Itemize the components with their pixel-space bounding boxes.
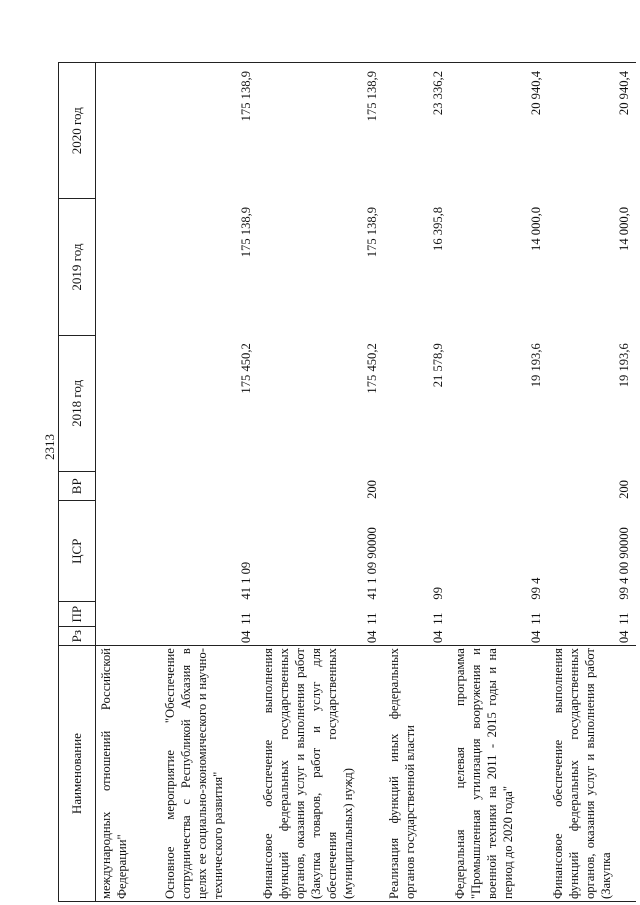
row-2020: 20 940,4 (548, 63, 636, 199)
row-csr: 99 4 00 90000 (616, 527, 631, 600)
row-pr: 11 (238, 612, 253, 625)
row-2019: 14 000,0 (528, 206, 543, 251)
row-csr: 41 1 09 (238, 561, 253, 600)
row-rz: 04 (430, 630, 445, 644)
row-rz (96, 627, 160, 646)
row-pr: 11 (616, 612, 631, 625)
row-2019: 175 138,9 (364, 206, 379, 258)
row-csr: 41 1 09 90000 (364, 527, 379, 600)
table-row (384, 63, 450, 902)
row-2020: 20 940,4 (450, 63, 548, 199)
row-pr: 11 (430, 612, 445, 625)
row-2020: 175 138,9 (160, 63, 258, 199)
row-pr (96, 602, 160, 627)
budget-table (58, 62, 636, 902)
row-2019: 175 138,9 (238, 206, 253, 258)
row-2019: 14 000,0 (616, 206, 631, 251)
table-row (258, 63, 384, 902)
table-header (59, 63, 96, 902)
row-2018: 21 578,9 (430, 343, 445, 388)
row-vr (160, 472, 258, 501)
row-vr: 200 (616, 480, 631, 499)
row-name: Финансовое обеспечение выполнения функций федеральных государственных органов, оказания услуг и выполнения работ (Закупка товаров, работ и услуг для обеспечения государственных (муниципальных) нужд) (258, 646, 384, 902)
table-row (96, 63, 160, 902)
row-2019 (96, 199, 160, 335)
row-csr: 99 4 (528, 577, 543, 600)
header-vr: ВР (59, 472, 96, 501)
row-name: международных отношений Российской Федерации" (96, 646, 160, 902)
row-rz: 04 (528, 630, 543, 644)
row-rz: 04 (238, 630, 253, 644)
row-2018 (96, 335, 160, 471)
table-row (160, 63, 258, 902)
table-row (548, 63, 636, 902)
row-vr (96, 472, 160, 501)
row-name: Федеральная целевая программа "Промышленная утилизация вооружения и военной техники на 2011 - 2015 годы и на период до 2020 года" (450, 646, 548, 902)
header-2020: 2020 год (59, 63, 96, 199)
rotated-table-frame (58, 62, 631, 902)
header-name: Наименование (59, 646, 96, 902)
row-rz: 04 (364, 630, 379, 644)
row-csr: 99 (430, 586, 445, 600)
row-rz: 04 (616, 630, 631, 644)
row-2018: 175 450,2 (238, 343, 253, 394)
header-csr: ЦСР (59, 501, 96, 602)
row-vr (450, 472, 548, 501)
row-2020: 175 138,9 (258, 63, 384, 199)
row-2018: 175 450,2 (364, 343, 379, 394)
row-pr: 11 (364, 612, 379, 625)
row-vr: 200 (364, 480, 379, 499)
row-2019: 16 395,8 (430, 206, 445, 251)
header-rz: Рз (59, 627, 96, 646)
header-2019: 2019 год (59, 199, 96, 335)
row-2018: 19 193,6 (528, 343, 543, 388)
header-pr: ПР (59, 602, 96, 627)
table-body (96, 63, 636, 902)
row-name: Основное мероприятие "Обеспечение сотрудничества с Республикой Абхазия в целях ее социально-экономического и научно-технического развития" (160, 646, 258, 902)
row-pr: 11 (528, 612, 543, 625)
page-number: 2313 (42, 434, 57, 460)
row-2018: 19 193,6 (616, 343, 631, 388)
row-name: Финансовое обеспечение выполнения функций федеральных государственных органов, оказания услуг и выполнения работ (Закупка (548, 646, 636, 902)
row-name: Реализация функций иных федеральных органов государственной власти (384, 646, 450, 902)
row-vr (384, 472, 450, 501)
header-2018: 2018 год (59, 335, 96, 471)
row-csr (96, 501, 160, 602)
table-row (450, 63, 548, 902)
row-2020 (96, 63, 160, 199)
row-2020: 23 336,2 (384, 63, 450, 199)
